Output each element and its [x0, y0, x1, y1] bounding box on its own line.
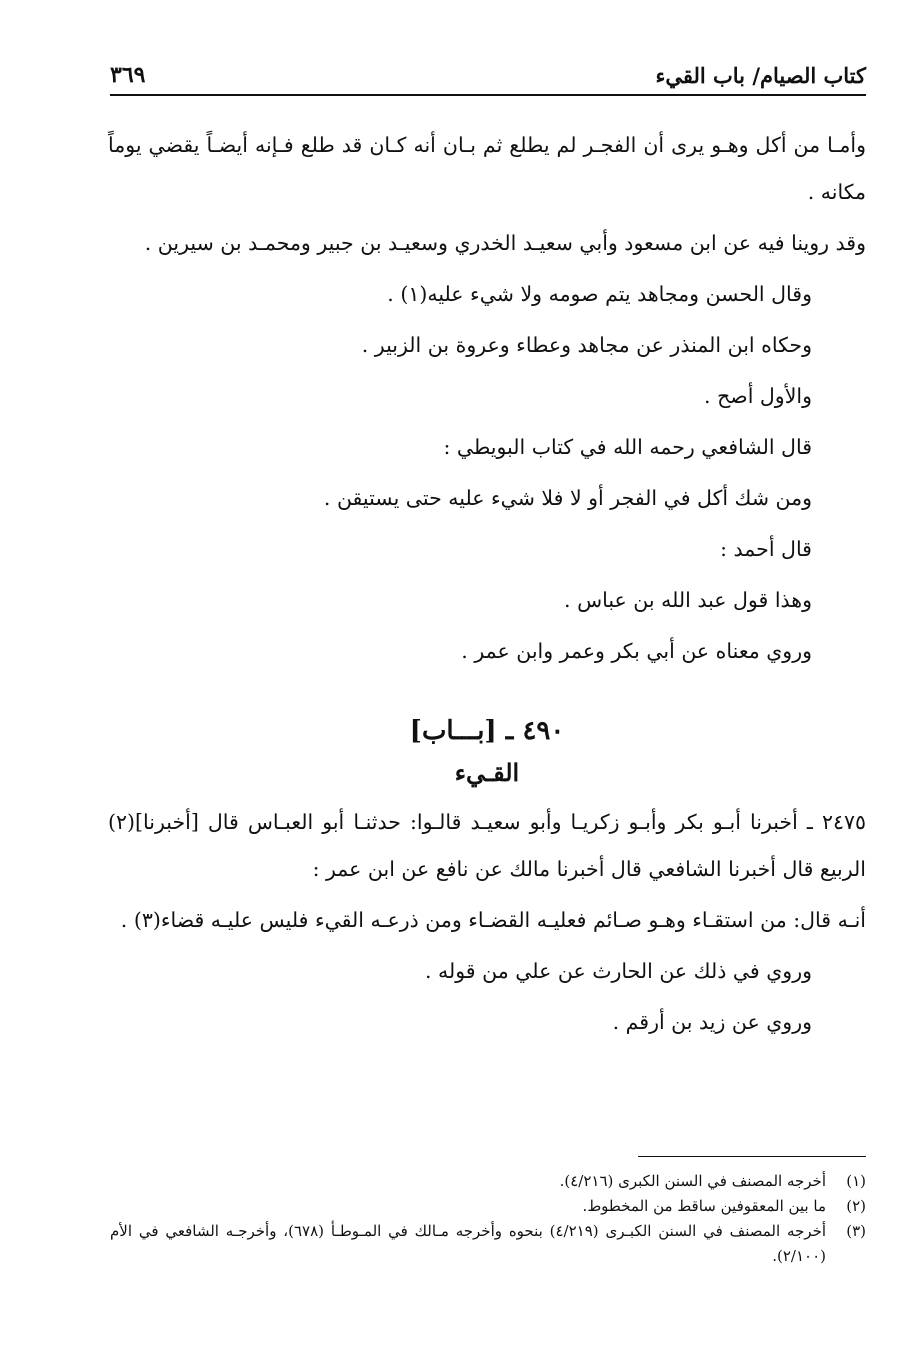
paragraph: ومن شك أكل في الفجر أو لا فلا شيء عليه حتى يستيقن . — [323, 486, 812, 510]
footnote — [110, 1194, 866, 1219]
main-text — [108, 122, 866, 1050]
footnote-text: ما بين المعقوفين ساقط من المخطوط. — [582, 1197, 826, 1215]
footnote-text: أخرجه المصنف في السنن الكبـرى (٤/٢١٩) بنحوه وأخرجه مـالك في المـوطـأ (٦٧٨)، وأخرجـه الشافعي في الأم (٢/١٠٠). — [110, 1222, 827, 1265]
page-number: ٣٦٩ — [110, 62, 146, 88]
paragraph: والأول أصح . — [704, 384, 812, 408]
footnote-text: أخرجه المصنف في السنن الكبرى (٤/٢١٦). — [559, 1172, 826, 1190]
running-title: كتاب الصيام/ باب القيء — [655, 63, 866, 88]
paragraph: وروي عن زيد بن أرقم . — [612, 1010, 812, 1034]
paragraph: وهذا قول عبد الله بن عباس . — [564, 588, 812, 612]
footnote — [110, 1219, 866, 1269]
chapter-heading — [108, 709, 866, 793]
paragraph: وحكاه ابن المنذر عن مجاهد وعطاء وعروة بن الزبير . — [361, 333, 812, 357]
footnote-divider — [638, 1156, 866, 1157]
chapter-number: ٤٩٠ ـ [بـــاب] — [409, 716, 565, 746]
paragraph: وقد روينا فيه عن ابن مسعود وأبي سعيـد الخدري وسعيـد بن جبير ومحمـد بن سيرين . — [144, 231, 866, 255]
paragraph: قال الشافعي رحمه الله في كتاب البويطي : — [443, 435, 812, 459]
hadith-paragraph: ٢٤٧٥ ـ أخبرنا أبـو بكر وأبـو زكريـا وأبو سعيـد قالـوا: حدثنـا أبو العبـاس قال [أخبرنا](٢) الربيع قال أخبرنا الشافعي قال أخبرنا مالك عن نافع عن ابن عمر : — [108, 810, 866, 881]
footnote — [110, 1169, 866, 1194]
paragraph: وروي معناه عن أبي بكر وعمر وابن عمر . — [461, 639, 812, 663]
footnote-marker: (٢) — [846, 1197, 866, 1215]
footnote-marker: (٣) — [846, 1222, 866, 1240]
page-header — [110, 54, 866, 96]
chapter-title: القـيء — [454, 758, 520, 787]
paragraph: وقال الحسن ومجاهد يتم صومه ولا شيء عليه(١) . — [387, 282, 812, 306]
footnote-marker: (١) — [846, 1172, 866, 1190]
paragraph: أنـه قال: من استقـاء وهـو صـائم فعليـه القضـاء ومن ذرعـه القيء فليس عليـه قضاء(٣) . — [120, 908, 866, 932]
paragraph: وأمـا من أكل وهـو يرى أن الفجـر لم يطلع ثم بـان أنه كـان قد طلع فـإنه أيضـاً يقضي يوماً مكانه . — [108, 133, 866, 204]
paragraph: وروي في ذلك عن الحارث عن علي من قوله . — [424, 959, 812, 983]
paragraph: قال أحمد : — [720, 537, 812, 561]
footnotes — [110, 1156, 866, 1269]
